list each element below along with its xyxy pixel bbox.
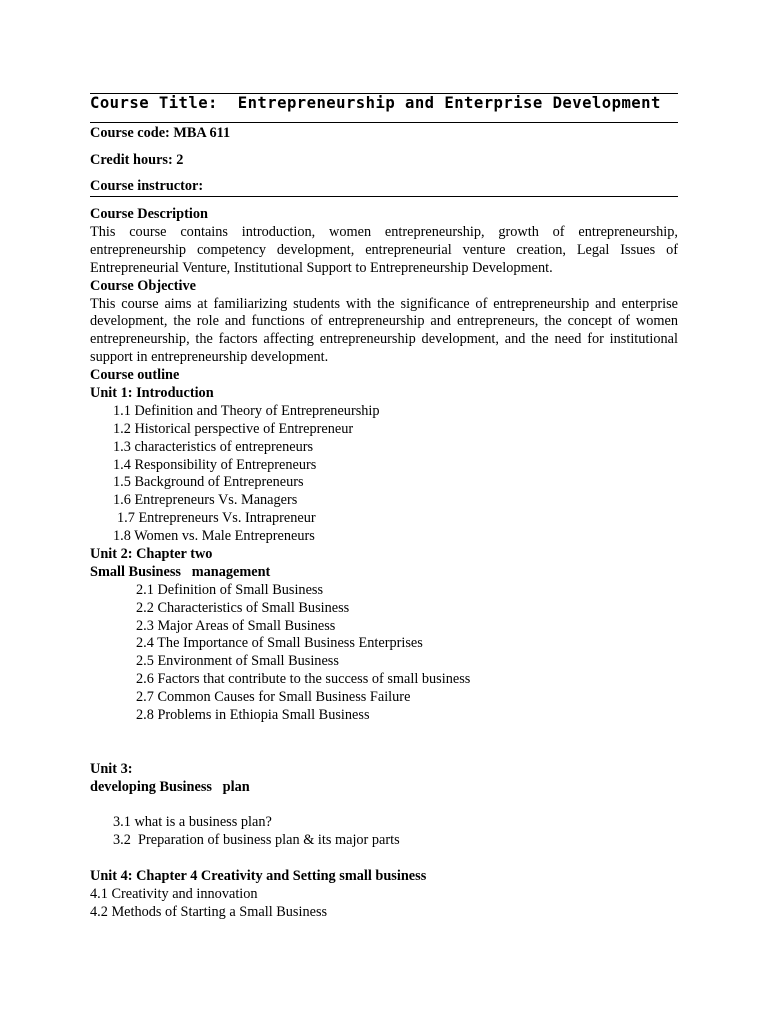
course-title	[90, 94, 678, 112]
unit2-item: 2.1 Definition of Small Business	[136, 581, 324, 598]
main-body	[90, 206, 678, 922]
unit2-title: Unit 2: Chapter two	[90, 546, 213, 563]
course-code: Course code: MBA 611	[90, 125, 231, 141]
unit2-item: 2.2 Characteristics of Small Business	[136, 599, 350, 616]
title-bottom-rule	[90, 122, 678, 123]
unit1-item: 1.1 Definition and Theory of Entrepreneurship	[113, 402, 380, 419]
unit3-subtitle: developing Business plan	[90, 778, 250, 795]
unit3-title: Unit 3:	[90, 760, 133, 777]
unit1-item: 1.6 Entrepreneurs Vs. Managers	[113, 492, 298, 509]
unit1-title: Unit 1: Introduction	[90, 385, 214, 402]
course-title-value: Entrepreneurship and Enterprise Development	[237, 94, 661, 112]
spacer	[90, 797, 678, 815]
unit4-item: 4.2 Methods of Starting a Small Business	[90, 903, 328, 920]
description-text: This course contains introduction, women entrepreneurship, growth of entrepreneurship, entrepreneurship competency development, entrepreneurial venture creation, Legal Issues of Entrepreneurial Venture, Institutional Support to Entrepreneurship Development.	[90, 223, 678, 276]
unit1-item: 1.3 characteristics of entrepreneurs	[113, 438, 314, 455]
instructor-rule	[90, 196, 678, 197]
unit1-item: 1.7 Entrepreneurs Vs. Intrapreneur	[117, 510, 316, 527]
unit1-item: 1.8 Women vs. Male Entrepreneurs	[113, 528, 315, 545]
unit4-item: 4.1 Creativity and innovation	[90, 885, 258, 902]
unit2-item: 2.6 Factors that contribute to the success of small business	[136, 671, 471, 688]
course-instructor: Course instructor:	[90, 178, 204, 194]
unit2-subtitle: Small Business management	[90, 563, 271, 580]
unit2-item: 2.7 Common Causes for Small Business Failure	[136, 689, 411, 706]
spacer	[90, 743, 678, 761]
spacer	[90, 850, 678, 868]
unit2-item: 2.4 The Importance of Small Business Enterprises	[136, 635, 423, 652]
objective-heading: Course Objective	[90, 277, 197, 294]
unit3-item: 3.2 Preparation of business plan & its major parts	[113, 832, 400, 849]
course-title-label: Course Title:	[90, 94, 218, 112]
unit2-item: 2.5 Environment of Small Business	[136, 653, 339, 670]
objective-text: This course aims at familiarizing students with the significance of entrepreneurship and enterprise development, the role and functions of entrepreneurship and entrepreneurs, the concept of women entrepreneurship, the factors affecting entrepreneurship development, and the need for institutional support in entrepreneurship development.	[90, 295, 678, 366]
unit4-title: Unit 4: Chapter 4 Creativity and Setting small business	[90, 868, 427, 885]
spacer	[90, 725, 678, 743]
unit1-item: 1.4 Responsibility of Entrepreneurs	[113, 456, 317, 473]
description-heading: Course Description	[90, 206, 208, 222]
unit1-item: 1.5 Background of Entrepreneurs	[113, 474, 304, 491]
unit3-item: 3.1 what is a business plan?	[113, 814, 272, 831]
credit-hours: Credit hours: 2	[90, 152, 184, 168]
unit2-item: 2.8 Problems in Ethiopia Small Business	[136, 707, 370, 724]
unit1-item: 1.2 Historical perspective of Entrepreneur	[113, 420, 354, 437]
unit2-item: 2.3 Major Areas of Small Business	[136, 617, 336, 634]
outline-heading: Course outline	[90, 367, 180, 384]
